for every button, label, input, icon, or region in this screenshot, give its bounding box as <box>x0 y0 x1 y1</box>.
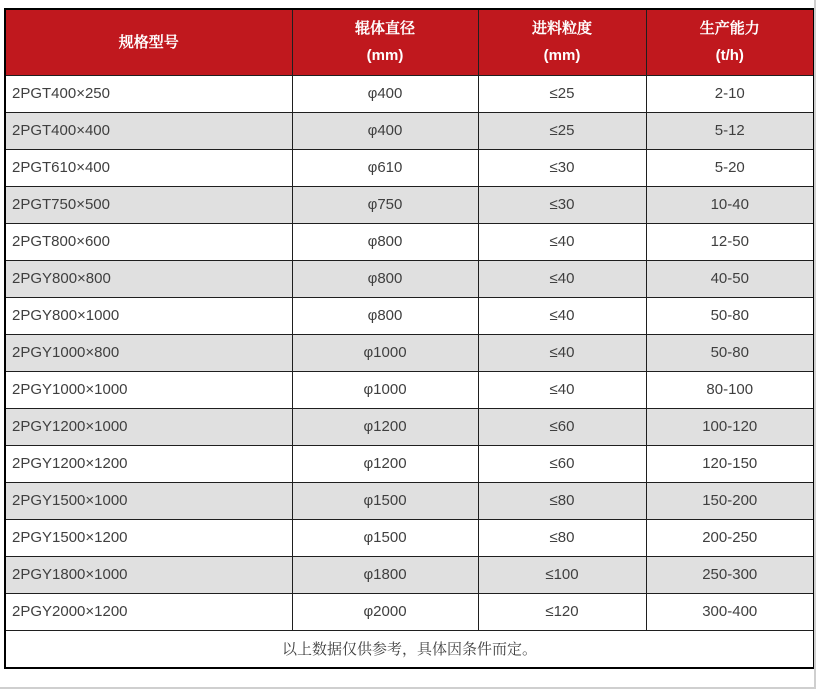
capacity-cell: 5-12 <box>646 112 814 149</box>
table-header <box>5 9 814 75</box>
diameter-cell: φ750 <box>292 186 478 223</box>
table-row <box>5 260 814 297</box>
capacity-cell: 100-120 <box>646 408 814 445</box>
table-footer <box>5 630 814 668</box>
header-label-model: 规格型号 <box>118 33 179 51</box>
model-cell: 2PGT400×250 <box>5 75 292 112</box>
model-cell: 2PGT800×600 <box>5 223 292 260</box>
capacity-cell: 10-40 <box>646 186 814 223</box>
table-row <box>5 223 814 260</box>
diameter-cell: φ1000 <box>292 371 478 408</box>
model-cell: 2PGT750×500 <box>5 186 292 223</box>
capacity-cell: 40-50 <box>646 260 814 297</box>
model-cell: 2PGY2000×1200 <box>5 593 292 630</box>
feed-size-cell: ≤60 <box>478 445 646 482</box>
table-row <box>5 186 814 223</box>
feed-size-cell: ≤40 <box>478 223 646 260</box>
footer-row <box>5 630 814 668</box>
capacity-cell: 5-20 <box>646 149 814 186</box>
diameter-cell: φ800 <box>292 260 478 297</box>
model-cell: 2PGY1200×1200 <box>5 445 292 482</box>
footer-note: 以上数据仅供参考，具体因条件而定。 <box>5 630 814 668</box>
model-cell: 2PGY1000×800 <box>5 334 292 371</box>
table-row <box>5 408 814 445</box>
model-cell: 2PGT610×400 <box>5 149 292 186</box>
feed-size-cell: ≤60 <box>478 408 646 445</box>
capacity-cell: 120-150 <box>646 445 814 482</box>
model-cell: 2PGT400×400 <box>5 112 292 149</box>
feed-size-cell: ≤40 <box>478 371 646 408</box>
feed-size-cell: ≤80 <box>478 519 646 556</box>
header-label-feed-size: 进料粒度 <box>531 20 592 38</box>
table-row <box>5 334 814 371</box>
header-cell-capacity <box>646 9 814 75</box>
capacity-cell: 250-300 <box>646 556 814 593</box>
table-row <box>5 593 814 630</box>
diameter-cell: φ800 <box>292 223 478 260</box>
model-cell: 2PGY1500×1200 <box>5 519 292 556</box>
capacity-cell: 12-50 <box>646 223 814 260</box>
diameter-cell: φ1800 <box>292 556 478 593</box>
feed-size-cell: ≤25 <box>478 112 646 149</box>
capacity-cell: 300-400 <box>646 593 814 630</box>
diameter-cell: φ1200 <box>292 408 478 445</box>
model-cell: 2PGY1200×1000 <box>5 408 292 445</box>
model-cell: 2PGY1500×1000 <box>5 482 292 519</box>
diameter-cell: φ2000 <box>292 593 478 630</box>
table-row <box>5 445 814 482</box>
capacity-cell: 150-200 <box>646 482 814 519</box>
capacity-cell: 50-80 <box>646 334 814 371</box>
table-row <box>5 556 814 593</box>
model-cell: 2PGY1000×1000 <box>5 371 292 408</box>
header-label-roller-diameter: 辊体直径 <box>354 20 415 38</box>
diameter-cell: φ610 <box>292 149 478 186</box>
diameter-cell: φ400 <box>292 75 478 112</box>
capacity-cell: 50-80 <box>646 297 814 334</box>
feed-size-cell: ≤25 <box>478 75 646 112</box>
feed-size-cell: ≤30 <box>478 149 646 186</box>
header-cell-model <box>5 9 292 75</box>
header-label-capacity: 生产能力 <box>699 20 760 38</box>
table-row <box>5 149 814 186</box>
table-body <box>5 75 814 630</box>
table-row <box>5 371 814 408</box>
diameter-cell: φ1200 <box>292 445 478 482</box>
diameter-cell: φ800 <box>292 297 478 334</box>
table-row <box>5 297 814 334</box>
table-row <box>5 75 814 112</box>
feed-size-cell: ≤100 <box>478 556 646 593</box>
feed-size-cell: ≤40 <box>478 334 646 371</box>
capacity-cell: 80-100 <box>646 371 814 408</box>
capacity-cell: 200-250 <box>646 519 814 556</box>
feed-size-cell: ≤120 <box>478 593 646 630</box>
diameter-cell: φ1500 <box>292 482 478 519</box>
model-cell: 2PGY1800×1000 <box>5 556 292 593</box>
diameter-cell: φ1500 <box>292 519 478 556</box>
header-unit-roller-diameter: (mm) <box>366 47 404 65</box>
header-unit-feed-size: (mm) <box>543 47 581 65</box>
diameter-cell: φ1000 <box>292 334 478 371</box>
table-row <box>5 112 814 149</box>
table-row <box>5 482 814 519</box>
spec-table <box>4 8 815 669</box>
table-row <box>5 519 814 556</box>
diameter-cell: φ400 <box>292 112 478 149</box>
model-cell: 2PGY800×1000 <box>5 297 292 334</box>
feed-size-cell: ≤80 <box>478 482 646 519</box>
header-cell-feed-size <box>478 9 646 75</box>
feed-size-cell: ≤30 <box>478 186 646 223</box>
feed-size-cell: ≤40 <box>478 260 646 297</box>
model-cell: 2PGY800×800 <box>5 260 292 297</box>
feed-size-cell: ≤40 <box>478 297 646 334</box>
header-cell-roller-diameter <box>292 9 478 75</box>
header-unit-capacity: (t/h) <box>715 47 744 65</box>
capacity-cell: 2-10 <box>646 75 814 112</box>
header-row <box>5 9 814 75</box>
